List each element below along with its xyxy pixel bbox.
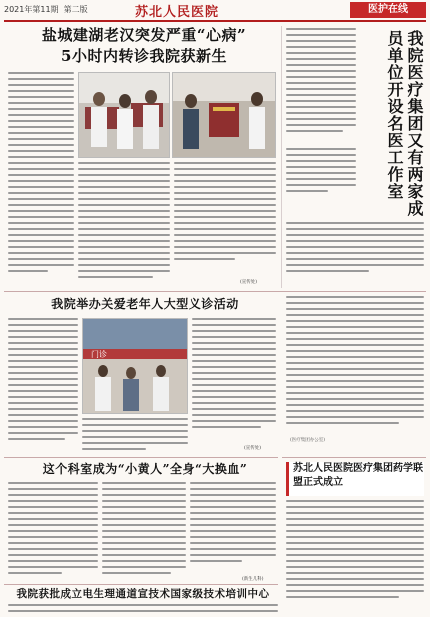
sidebar-headline: 我院医疗集团又有两家成员单位开设名医工作室 xyxy=(385,30,424,217)
article1-body-col3 xyxy=(174,162,276,274)
section-rule-1 xyxy=(4,291,426,292)
section-tag: 医护在线 xyxy=(350,2,426,18)
doctors-photo xyxy=(78,72,170,158)
article3-headline: 这个科室成为“小黄人”全身“大换血” xyxy=(42,462,248,476)
sidebar-body-mid xyxy=(286,148,356,198)
section-rule-2 xyxy=(4,457,278,458)
article3-body-col1 xyxy=(8,482,98,580)
article1-body-col1 xyxy=(8,72,74,290)
clinic-banner-text: 门诊 xyxy=(91,350,107,359)
article2-body-col2 xyxy=(82,418,188,458)
article2-body-col3 xyxy=(192,318,276,442)
article4-headline: 苏北人民医院医疗集团药学联盟正式成立 xyxy=(293,463,423,488)
section-rule-3 xyxy=(282,457,426,458)
article3-credit: (新生儿科) xyxy=(242,577,264,582)
article1-headline-line2: 5小时内转诊我院获新生 xyxy=(61,47,227,65)
page-number: 第二版 xyxy=(63,5,88,14)
article5-headline: 我院获批成立电生理通道宣技术国家级技术培训中心 xyxy=(16,588,270,600)
article1-credit: (宣传处) xyxy=(240,280,258,285)
article4-headline-box xyxy=(286,462,424,496)
article5-body xyxy=(8,604,278,616)
article-credit-right: (医疗集团办公室) xyxy=(290,438,326,443)
article2-body-col1 xyxy=(8,318,78,454)
issue-date: 2021年第11期 第二版 xyxy=(4,5,88,14)
article2-headline: 我院举办关爱老年人大型义诊活动 xyxy=(51,297,239,311)
sidebar-body-top xyxy=(286,28,356,142)
newspaper-title: 苏北人民医院 xyxy=(135,5,220,20)
sidebar-body-bottom xyxy=(286,222,424,280)
masthead-rule xyxy=(4,20,426,22)
article1-body-col2 xyxy=(78,162,170,290)
article3-body-col3 xyxy=(190,482,276,574)
clinic-event-photo xyxy=(82,318,188,414)
patient-family-photo xyxy=(172,72,276,158)
column-divider xyxy=(281,26,282,288)
article1-headline-line1: 盐城建湖老汉突发严重“心病” xyxy=(41,26,247,44)
article4-body-top xyxy=(286,296,424,440)
article2-credit: (宣传处) xyxy=(244,446,262,451)
article3-body-col2 xyxy=(102,482,186,580)
article4-body xyxy=(286,500,424,606)
section-rule-4 xyxy=(4,584,278,585)
